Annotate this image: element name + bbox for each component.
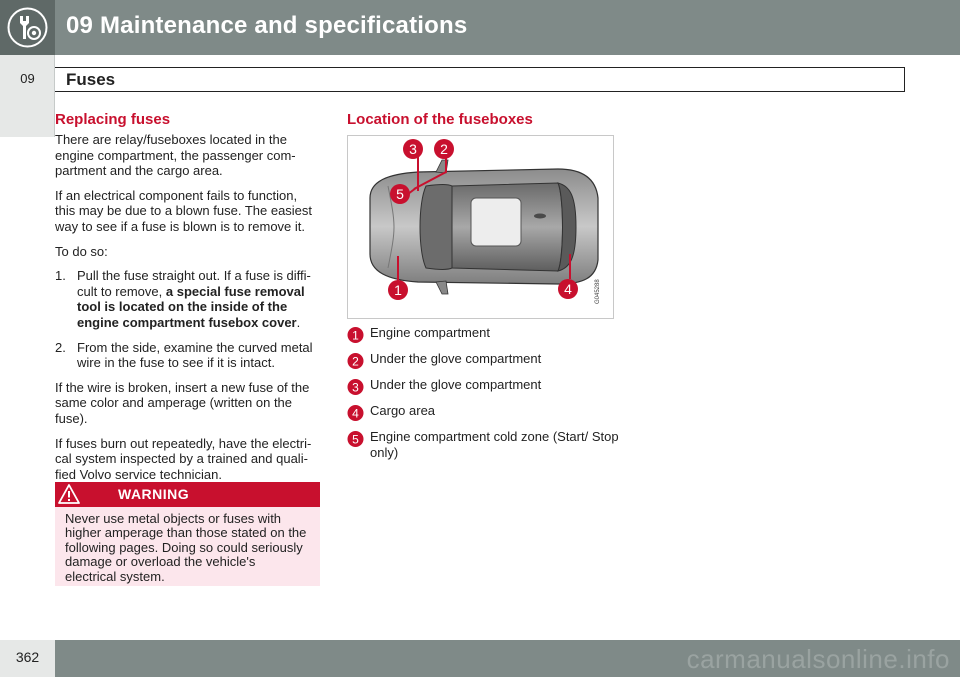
chapter-title: 09 Maintenance and specifications — [66, 12, 468, 39]
replacing-fuses-heading: Replacing fuses — [55, 111, 171, 128]
legend-text: Engine compartment cold zone (Start/ Stop only) — [370, 429, 619, 460]
step-text: From the side, examine the curved metal wire in the fuse to see if it is intact. — [77, 339, 313, 371]
legend-item — [347, 325, 637, 341]
fusebox-location-heading: Location of the fuseboxes — [347, 111, 533, 128]
number-badge-icon — [347, 353, 364, 369]
chapter-icon-box — [0, 0, 55, 55]
marker-4 — [558, 279, 578, 299]
paragraph: If an electrical component fails to function, this may be due to a blown fuse. The easiest way to see if a fuse is blown is to remove it. — [55, 187, 313, 234]
number-badge-icon — [347, 379, 364, 395]
svg-text:1: 1 — [352, 328, 359, 343]
fusebox-location-diagram — [347, 135, 614, 319]
warning-triangle-icon — [58, 484, 80, 504]
paragraph: To do so: — [55, 243, 108, 259]
section-title: Fuses — [66, 70, 116, 89]
step-item — [55, 268, 320, 330]
number-badge-icon — [347, 405, 364, 421]
chapter-tab — [0, 55, 55, 137]
marker-3 — [403, 139, 423, 159]
marker-1 — [388, 280, 408, 300]
footer-watermark[interactable]: carmanualsonline.info — [686, 644, 950, 674]
figure-code: G045288 — [595, 279, 601, 304]
page-number: 362 — [15, 649, 40, 665]
step-end: . — [296, 314, 301, 330]
svg-text:5: 5 — [396, 186, 404, 202]
right-column — [347, 111, 647, 132]
paragraph: There are relay/fuseboxes located in the engine compartment, the passenger com-partment and the cargo area. — [55, 132, 296, 179]
warning-box — [55, 482, 320, 586]
paragraph: If fuses burn out repeatedly, have the electri-cal system inspected by a trained and quali-fied Volvo service technician. — [55, 435, 312, 482]
left-column — [55, 111, 320, 491]
svg-text:3: 3 — [409, 141, 417, 157]
legend-text: Under the glove compartment — [370, 351, 542, 366]
step-number: 2. — [55, 339, 66, 355]
svg-text:4: 4 — [564, 281, 572, 297]
chapter-strip — [0, 55, 55, 640]
svg-text:4: 4 — [352, 406, 359, 421]
legend-text: Cargo area — [370, 403, 436, 418]
car-top-view — [348, 136, 613, 318]
svg-text:3: 3 — [352, 380, 359, 395]
svg-text:1: 1 — [394, 282, 402, 298]
marker-5 — [390, 184, 410, 204]
warning-text: Never use metal objects or fuses with higher amperage than those stated on the following pages. Doing so could seriously damage or overload the vehicle's electrical system. — [65, 511, 307, 584]
step-bold-text: a special fuse removal tool is located on the inside of the engine compartment fusebox cover — [77, 283, 305, 330]
svg-text:5: 5 — [352, 432, 359, 447]
svg-text:2: 2 — [352, 354, 359, 369]
number-badge-icon — [347, 431, 364, 447]
svg-text:2: 2 — [440, 141, 448, 157]
legend-item — [347, 403, 637, 419]
step-number: 1. — [55, 268, 66, 284]
legend-text: Under the glove compartment — [370, 377, 542, 392]
legend-item — [347, 429, 637, 461]
wrench-gear-icon — [7, 7, 48, 48]
marker-2 — [434, 139, 454, 159]
section-bar — [55, 67, 905, 92]
legend-item — [347, 377, 637, 393]
legend-text: Engine compartment — [370, 325, 490, 340]
chapter-number: 09 — [20, 71, 35, 86]
legend-item — [347, 351, 637, 367]
step-text: Pull the fuse straight out. If a fuse is diffi-cult to remove, — [77, 268, 311, 299]
number-badge-icon — [347, 327, 364, 343]
step-item — [55, 340, 320, 371]
windshield — [420, 185, 452, 270]
paragraph: If the wire is broken, insert a new fuse of the same color and amperage (written on the fuse). — [55, 379, 310, 426]
fusebox-legend — [347, 325, 637, 471]
warning-label: WARNING — [118, 486, 190, 502]
warning-header — [55, 482, 320, 507]
